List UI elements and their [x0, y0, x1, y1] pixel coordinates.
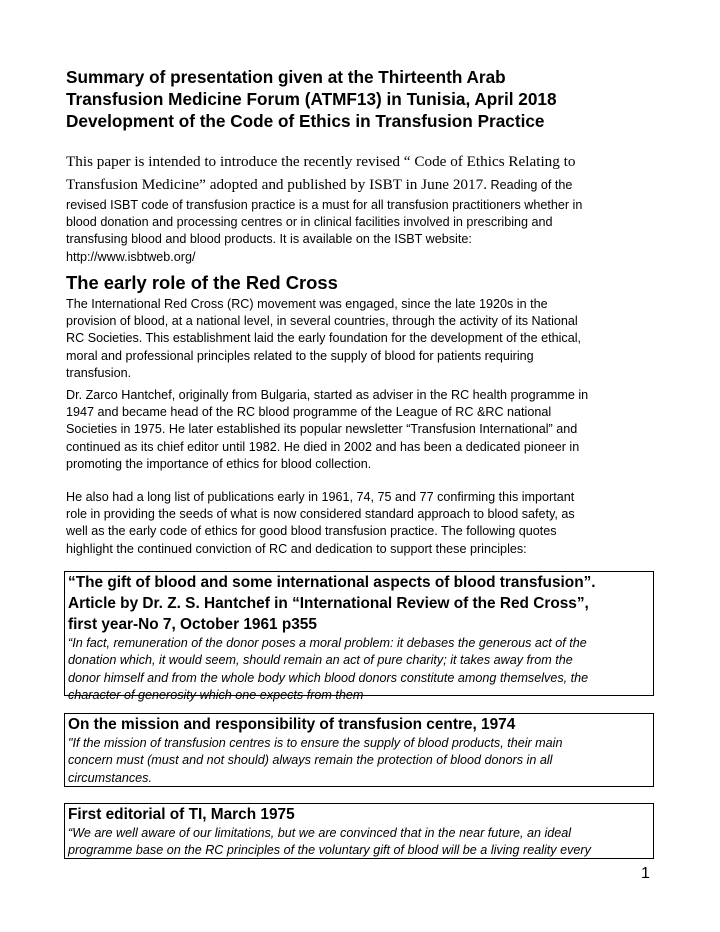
intro-line: revised ISBT code of transfusion practice is a must for all transfusion practitioners whether in: [66, 198, 583, 212]
paragraph-line: Dr. Zarco Hantchef, originally from Bulgaria, started as adviser in the RC health programme in: [66, 388, 589, 402]
paragraph-line: The International Red Cross (RC) movement was engaged, since the late 1920s in the: [66, 297, 548, 311]
paragraph-line: continued as its chief editor until 1982. He died in 2002 and has been a dedicated pioneer in: [66, 439, 580, 454]
intro-line-tail: Reading of the: [487, 178, 573, 192]
quote-text: character of generosity which one expects from them: [68, 688, 364, 703]
paragraph-line: transfusion.: [66, 365, 132, 380]
quote-text: circumstances.: [68, 770, 152, 785]
quote-heading: first year-No 7, October 1961 p355: [68, 616, 317, 633]
paragraph-line: role in providing the seeds of what is now considered standard approach to blood safety, as: [66, 507, 575, 522]
quote-text: concern must (must and not should) always remain the protection of blood donors in all: [68, 753, 553, 768]
title-line: Summary of presentation given at the Thirteenth Arab: [66, 67, 506, 87]
section-heading: The early role of the Red Cross: [66, 272, 338, 293]
paragraph-red-cross-history: [66, 296, 666, 382]
quote-box-1974: [64, 713, 654, 787]
quote-text: “In fact, remuneration of the donor poses a moral problem: it debases the generous act of the: [68, 636, 587, 650]
quote-text: donor himself and from the whole body which blood donors constitute among themselves, the: [68, 670, 589, 685]
paragraph-line: 1947 and became head of the RC blood programme of the League of RC &RC national: [66, 405, 552, 420]
paragraph-line: moral and professional principles related to the supply of blood for patients requiring: [66, 348, 534, 363]
intro-line: transfusing blood and blood products. It is available on the ISBT website:: [66, 232, 472, 247]
paragraph-line: highlight the continued conviction of RC and dedication to support these principles:: [66, 541, 527, 556]
quote-text: programme base on the RC principles of the voluntary gift of blood will be a living reality every: [68, 843, 591, 858]
quote-heading: First editorial of TI, March 1975: [68, 806, 295, 823]
quote-text: donation which, it would seem, should remain an act of pure charity; it takes away from the: [68, 653, 573, 668]
paragraph-line: well as the early code of ethics for good blood transfusion practice. The following quotes: [66, 524, 557, 539]
intro-line-serif: Transfusion Medicine” adopted and published by ISBT in June 2017.: [66, 176, 487, 193]
title-line: Development of the Code of Ethics in Transfusion Practice: [66, 111, 545, 131]
paragraph-line: provision of blood, at a national level, in several countries, through the activity of its National: [66, 314, 578, 329]
quote-text: "If the mission of transfusion centres is to ensure the supply of blood products, their main: [68, 736, 563, 750]
intro-line: blood donation and processing centres or in clinical facilities involved in prescribing and: [66, 215, 553, 230]
quote-heading: “The gift of blood and some international aspects of blood transfusion”.: [68, 574, 596, 591]
intro-line: This paper is intended to introduce the recently revised “ Code of Ethics Relating to: [66, 153, 576, 170]
paragraph-hantchef: [66, 387, 666, 473]
intro-paragraph: [66, 150, 666, 266]
quote-box-1961: [64, 571, 654, 703]
paragraph-line: RC Societies. This establishment laid the early foundation for the development of the ethical,: [66, 331, 582, 346]
page-number: 1: [641, 865, 650, 882]
quote-text: “We are well aware of our limitations, but we are convinced that in the near future, an ideal: [68, 826, 572, 840]
isbt-website-link[interactable]: http://www.isbtweb.org/: [66, 249, 196, 264]
paragraph-line: Societies in 1975. He later established its popular newsletter “Transfusion International” and: [66, 422, 578, 437]
paragraph-publications: [66, 489, 666, 558]
paragraph-line: promoting the importance of ethics for blood collection.: [66, 456, 372, 471]
quote-heading: Article by Dr. Z. S. Hantchef in “International Review of the Red Cross”,: [68, 595, 589, 612]
document-title: [66, 66, 666, 132]
title-line: Transfusion Medicine Forum (ATMF13) in Tunisia, April 2018: [66, 89, 557, 109]
intro-line: [66, 173, 666, 197]
quote-box-1975: [64, 803, 654, 859]
paragraph-line: He also had a long list of publications early in 1961, 74, 75 and 77 confirming this important: [66, 490, 575, 504]
quote-heading: On the mission and responsibility of transfusion centre, 1974: [68, 716, 516, 733]
